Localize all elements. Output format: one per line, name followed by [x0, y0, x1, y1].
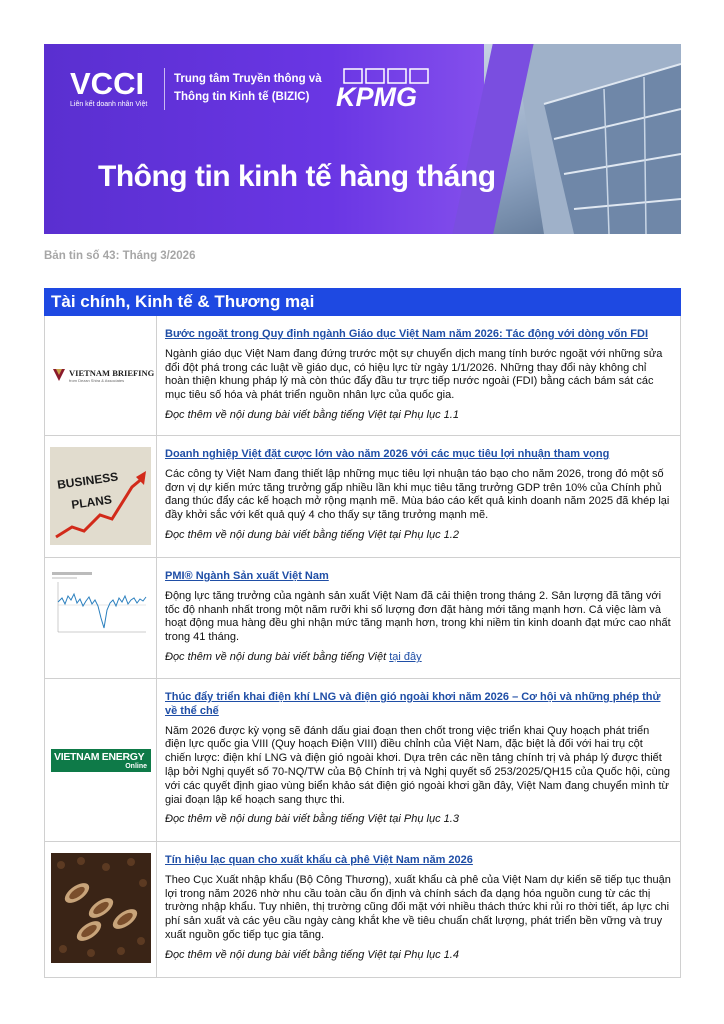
- article-title-link[interactable]: Tín hiệu lạc quan cho xuất khẩu cà phê Việt Nam năm 2026: [165, 854, 473, 866]
- business-plans-text-2: PLANS: [70, 492, 113, 512]
- article-body: [157, 436, 680, 557]
- article-row: [45, 558, 680, 679]
- bizic-line-2: Thông tin Kinh tế (BIZIC): [174, 91, 310, 103]
- read-more-note: Đọc thêm về nội dung bài viết bằng tiếng Việt tại Phụ lục 1.3: [165, 813, 459, 826]
- vcci-logo: VCCI: [70, 66, 145, 101]
- article-summary: Theo Cục Xuất nhập khẩu (Bộ Công Thương), xuất khẩu cà phê của Việt Nam dự kiến sẽ tiếp tục thuận lợi trong năm 2026 nhờ nhu cầu toàn cầu ổn định và chính sách đa dạng hóa nguồn cung từ các thị trường nhập khẩu. Tuy nhiên, thị trường cũng đối mặt với nhiều thách thức khi rủi ro thời tiết, áp lực chi phí sản xuất và các yêu cầu ngày càng khắt khe về tiêu chuẩn chất lượng, phát triển bền vững và truy xuất nguồn gốc tiếp tục gia tăng.: [165, 873, 671, 941]
- bizic-line-1: Trung tâm Truyền thông và: [174, 73, 322, 85]
- coffee-beans-image: [51, 853, 151, 963]
- section-header: Tài chính, Kinh tế & Thương mại: [44, 288, 681, 316]
- article-row: [45, 316, 680, 436]
- article-body: [157, 558, 680, 678]
- article-title-link[interactable]: Thúc đẩy triển khai điện khí LNG và điện gió ngoài khơi năm 2026 – Cơ hội và những phép thử về thể chế: [165, 691, 661, 717]
- energy-logo-text: VIETNAM ENERGY: [51, 749, 151, 763]
- kpmg-logo: KPMG: [336, 82, 417, 112]
- vietnam-energy-logo: [51, 749, 151, 772]
- logo-separator: [164, 68, 165, 110]
- vietnam-briefing-logo: [51, 366, 155, 389]
- read-more-note: Đọc thêm về nội dung bài viết bằng tiếng Việt tại Phụ lục 1.4: [165, 948, 459, 961]
- article-thumbnail: [45, 679, 157, 841]
- briefing-logo-subtext: from Dezan Shira & Associates: [69, 378, 125, 383]
- bizic-label: [174, 70, 324, 106]
- banner-title: Thông tin kinh tế hàng tháng: [98, 160, 496, 193]
- read-more-note: Đọc thêm về nội dung bài viết bằng tiếng Việt tại Phụ lục 1.2: [165, 528, 459, 541]
- energy-logo-subtext: Online: [51, 763, 151, 772]
- vcci-tagline: Liên kết doanh nhân Việt: [70, 101, 148, 108]
- article-title-link[interactable]: PMI® Ngành Sản xuất Việt Nam: [165, 570, 329, 582]
- read-more-link[interactable]: tại đây: [389, 650, 422, 663]
- article-summary: Động lực tăng trưởng của ngành sản xuất Việt Nam đã cải thiện trong tháng 2. Sản lượng đã tăng với tốc độ nhanh nhất trong một năm rưỡi khi số lượng đơn đặt hàng mới tăng mạnh hơn. Cả việc làm và hoạt động mua hàng đều ghi nhận mức tăng mạnh hơn, trong khi niềm tin kinh doanh đạt mức cao nhất trong 41 tháng.: [165, 589, 671, 644]
- article-title-link[interactable]: Bước ngoặt trong Quy định ngành Giáo dục Việt Nam năm 2026: Tác động với dòng vốn FDI: [165, 328, 648, 340]
- article-summary: Các công ty Việt Nam đang thiết lập những mục tiêu lợi nhuận táo bạo cho năm 2026, trong đó một số đơn vị dự kiến mức tăng trưởng gấp nhiều lần khi mục tiêu tăng trưởng GDP trên 10% của Chính phủ đang thúc đẩy các kế hoạch mở rộng mạnh mẽ. Mùa báo cáo kết quả kinh doanh năm 2025 đã khép lại đầy khởi sắc với kết quả quý 4 cho thấy sự tăng trưởng mạnh mẽ.: [165, 467, 670, 522]
- article-body: [157, 679, 680, 841]
- issue-label: Bản tin số 43: Tháng 3/2026: [44, 250, 196, 262]
- article-body: [157, 316, 680, 435]
- article-title-link[interactable]: Doanh nghiệp Việt đặt cược lớn vào năm 2026 với các mục tiêu lợi nhuận tham vọng: [165, 448, 610, 460]
- briefing-logo-text: VIETNAM BRIEFING: [69, 368, 155, 378]
- business-plans-image: [50, 447, 151, 545]
- pmi-chart-image: [52, 570, 150, 640]
- article-thumbnail: [45, 436, 157, 557]
- article-row: [45, 842, 680, 978]
- article-summary: Ngành giáo dục Việt Nam đang đứng trước một sự chuyển dịch mang tính bước ngoặt với những sửa đổi đột phá trong các luật về giáo dục, có hiệu lực từ ngày 1/1/2026. Những thay đổi này không chỉ hoàn thiện khung pháp lý mà còn thúc đẩy đầu tư trực tiếp nước ngoài (FDI) bằng cách bám sát các mục tiêu số hóa và phát triển nguồn nhân lực của quốc gia.: [165, 347, 663, 402]
- article-row: [45, 436, 680, 558]
- article-summary: Năm 2026 được kỳ vọng sẽ đánh dấu giai đoạn then chốt trong việc triển khai Quy hoạch phát triển điện lực quốc gia VIII (Quy hoạch Điện VIII) điều chỉnh của Việt Nam, đặc biệt là đối với hai trụ cột chiến lược: điện khí LNG và điện gió ngoài khơi. Dựa trên các nền tảng chính trị và pháp lý được thiết lập bởi Nghị quyết số 70-NQ/TW của Bộ Chính trị và Nghị quyết số 253/2025/QH15 của Quốc hội, cùng với các quyết định giao vùng biển khảo sát điện gió ngoài khơi gần đây, Việt Nam đang chuyển mình từ giai đoạn lập kế hoạch sang thực thi.: [165, 724, 670, 806]
- article-row: [45, 679, 680, 842]
- article-thumbnail: [45, 842, 157, 977]
- read-more-note: Đọc thêm về nội dung bài viết bằng tiếng Việt tại Phụ lục 1.1: [165, 408, 459, 421]
- article-thumbnail: [45, 558, 157, 678]
- articles-table: [44, 316, 681, 978]
- article-thumbnail: [45, 316, 157, 435]
- article-body: [157, 842, 680, 977]
- header-banner: [44, 44, 681, 234]
- read-more-text: Đọc thêm về nội dung bài viết bằng tiếng Việt: [165, 650, 387, 663]
- read-more-note: [165, 651, 672, 665]
- business-plans-text-1: BUSINESS: [56, 469, 120, 492]
